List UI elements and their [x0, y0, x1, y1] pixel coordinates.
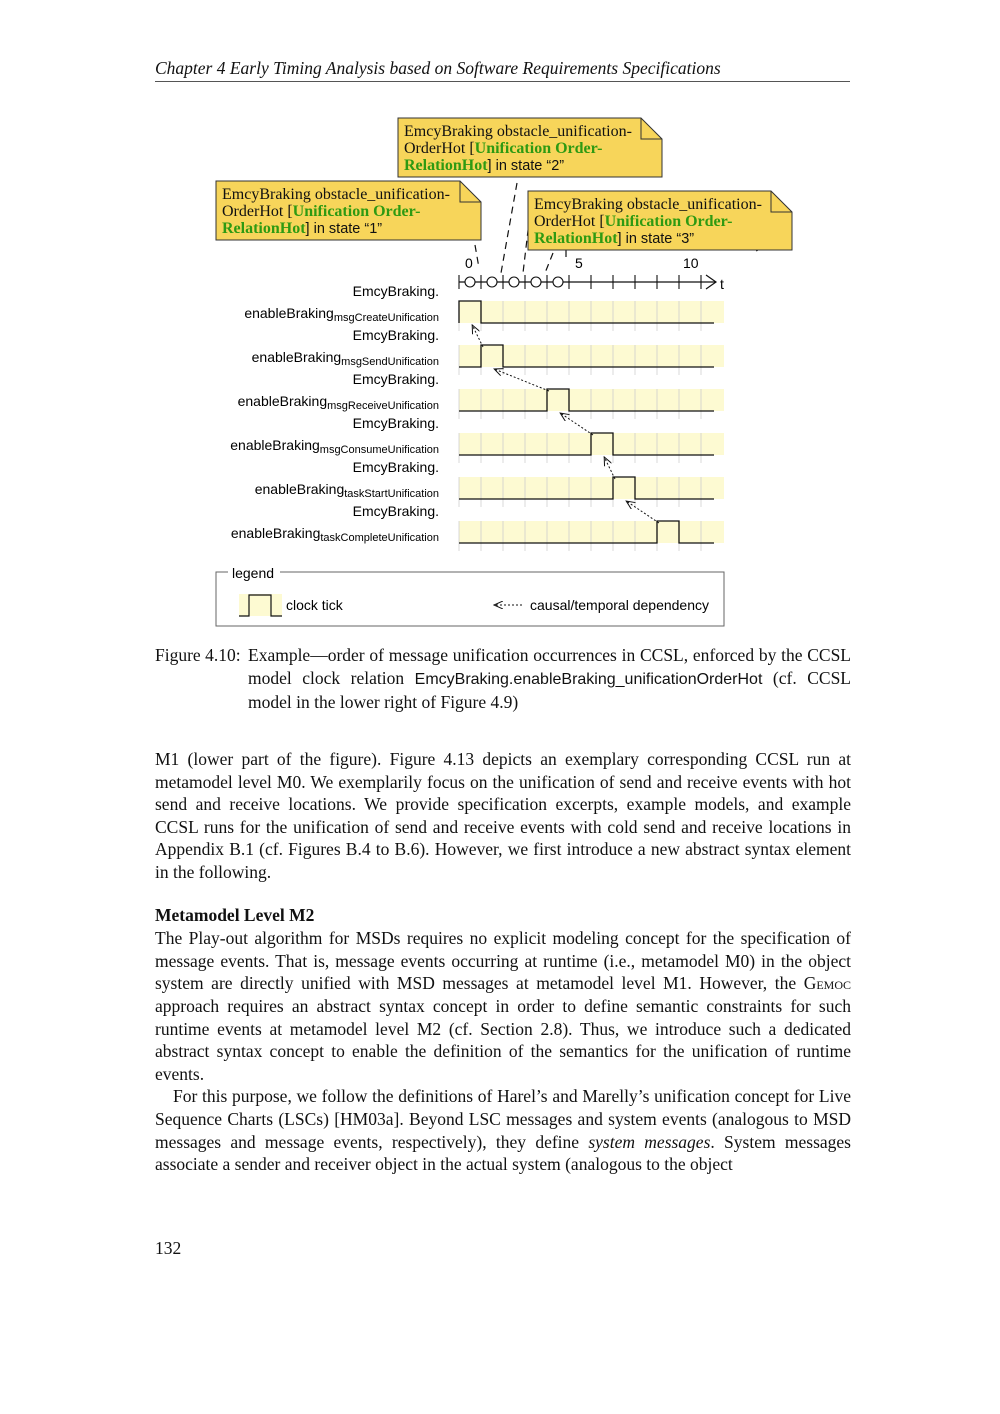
page-number: 132 — [155, 1238, 182, 1258]
row-band — [459, 345, 724, 367]
row-label-clock: EmcyBraking. — [352, 327, 439, 343]
paragraph-2-part1: The Play-out algorithm for MSDs requires no explicit modeling concept for the specification of message events. That is, message events occurring at runtime (i.e., metamodel M0) in the object system are directly unified with MSD messages at metamodel level M1. However, the — [155, 928, 851, 994]
note1-green1: Unification Order- — [292, 203, 421, 220]
event-base: enableBraking — [244, 305, 334, 321]
event-subscript: taskCompleteUnification — [320, 532, 439, 544]
note1-line1: EmcyBraking obstacle_unification- — [222, 186, 450, 203]
row-label-clock: EmcyBraking. — [352, 459, 439, 475]
event-base: enableBraking — [254, 481, 345, 497]
svg-text:OrderHot [Unification Order- — [222, 203, 420, 220]
note3-green1: Unification Order- — [604, 213, 733, 230]
note2-green1: Unification Order- — [474, 140, 603, 157]
legend — [216, 565, 724, 626]
axis-label-0: 0 — [465, 255, 473, 271]
paragraph-3-part2: . System messages associate a sender and receiver object in the actual system (analogous to the object — [155, 1131, 851, 1175]
note-state-2 — [398, 118, 662, 177]
note3-green2: RelationHot — [534, 230, 618, 247]
paragraph-3 — [155, 1085, 851, 1175]
note-state-3 — [528, 191, 792, 250]
event-base: enableBraking — [230, 525, 321, 541]
row-label-event — [252, 349, 439, 368]
clock-rows — [230, 283, 724, 551]
running-header: Chapter 4 Early Timing Analysis based on Software Requirements Specifications — [155, 58, 850, 82]
event-base: enableBraking — [230, 437, 320, 453]
row-label-clock: EmcyBraking. — [352, 371, 439, 387]
clock-row — [230, 415, 724, 463]
axis-label-5: 5 — [575, 255, 583, 271]
svg-text:RelationHot] in state “3” — [534, 230, 694, 247]
row-label-clock: EmcyBraking. — [352, 415, 439, 431]
caption-code: EmcyBraking.enableBraking_unificationOrderHot — [414, 670, 763, 688]
note1-post: ] in state “1” — [305, 221, 383, 237]
caption-text — [248, 644, 851, 714]
svg-text:OrderHot [Unification Order- — [404, 140, 602, 157]
state-marker — [465, 277, 475, 287]
event-base: enableBraking — [237, 393, 328, 409]
paragraph-1: M1 (lower part of the figure). Figure 4.13 depicts an exemplary corresponding CCSL run at metamodel level M0. We exemplarily focus on the unification of send and receive events with hot send and receive locations. We provide specification excerpts, example models, and example CCSL runs for the unification of send and receive events with cold send and receive locations in Appendix B.1 (cf. Figures B.4 to B.6). However, we first introduce a new abstract syntax element in the following. — [155, 749, 851, 882]
event-base: enableBraking — [251, 349, 342, 365]
caption-label: Figure 4.10: — [155, 645, 241, 665]
svg-text:RelationHot] in state “1” — [222, 220, 382, 237]
event-subscript: msgReceiveUnification — [327, 400, 439, 412]
row-band — [459, 389, 724, 411]
paragraph-2-part2: approach requires an abstract syntax concept in order to define semantic constraints for such runtime events at metamodel level M2 (cf. Section 2.8). Thus, we introduce such a dedicated abstract syntax concept to enable the definition of the semantics for the unification of runtime events. — [155, 995, 851, 1084]
state-marker — [487, 277, 497, 287]
svg-text:RelationHot] in state “2” — [404, 157, 564, 174]
note-state-1 — [216, 181, 481, 240]
state-marker — [553, 277, 563, 287]
body-text — [155, 748, 851, 1176]
state-marker — [531, 277, 541, 287]
event-subscript: msgSendUnification — [341, 356, 439, 368]
svg-text:OrderHot [Unification Order- — [534, 213, 732, 230]
row-label-clock: EmcyBraking. — [352, 503, 439, 519]
axis-label-10: 10 — [683, 255, 699, 271]
row-band — [459, 521, 724, 543]
row-band — [459, 477, 724, 499]
row-band — [459, 301, 724, 323]
dependency-arrow — [494, 369, 549, 391]
paragraph-2 — [155, 927, 851, 1085]
note2-line1: EmcyBraking obstacle_unification- — [404, 123, 632, 140]
clock-row — [252, 327, 724, 375]
event-subscript: taskStartUnification — [344, 488, 439, 500]
legend-band — [239, 594, 282, 616]
ccsl-timing-figure — [0, 0, 1000, 640]
note2-post: ] in state “2” — [487, 158, 565, 174]
legend-clock-label: clock tick — [286, 597, 343, 613]
caption-text-part2: (cf. CCSL model in the lower right of Figure 4.9) — [248, 667, 851, 712]
note3-line1: EmcyBraking obstacle_unification- — [534, 196, 762, 213]
row-label-event — [230, 437, 439, 456]
note3-post: ] in state “3” — [617, 231, 695, 247]
note3-pre2: OrderHot [ — [534, 213, 605, 230]
gemoc-name: Gemoc — [803, 973, 851, 994]
section-heading: Metamodel Level M2 — [155, 904, 315, 925]
dependency-arrow — [626, 501, 659, 523]
axis-label-t: t — [720, 276, 724, 292]
paragraph-3-part1: For this purpose, we follow the definitions of Harel’s and Marelly’s unification concept for Live Sequence Charts (LSCs) [HM03a]. Beyond LSC messages and system events (analogous to MSD messages and message events, respectively), they define — [155, 1086, 851, 1152]
row-label-event — [238, 393, 439, 412]
time-axis — [459, 255, 724, 292]
row-label-event — [244, 305, 439, 324]
state-marker — [509, 277, 519, 287]
row-label-event — [231, 525, 439, 544]
row-label-event — [255, 481, 439, 500]
clock-row — [238, 371, 724, 419]
dependency-arrow — [560, 413, 593, 435]
legend-dep-label: causal/temporal dependency — [530, 597, 710, 613]
note2-green2: RelationHot — [404, 157, 488, 174]
clock-row — [231, 503, 724, 551]
row-label-clock: EmcyBraking. — [352, 283, 439, 299]
caption-text-part1: Example—order of message unification occurrences in CCSL, enforced by the CCSL model clock relation — [248, 645, 851, 688]
event-subscript: msgConsumeUnification — [319, 444, 439, 456]
event-subscript: msgCreateUnification — [333, 312, 439, 324]
emphasis-system-messages: system messages — [588, 1131, 711, 1152]
note2-pre2: OrderHot [ — [404, 140, 475, 157]
note1-pre2: OrderHot [ — [222, 203, 293, 220]
legend-title: legend — [232, 565, 275, 581]
note1-green2: RelationHot — [222, 220, 306, 237]
clock-row — [255, 459, 724, 507]
clock-row — [244, 283, 724, 331]
